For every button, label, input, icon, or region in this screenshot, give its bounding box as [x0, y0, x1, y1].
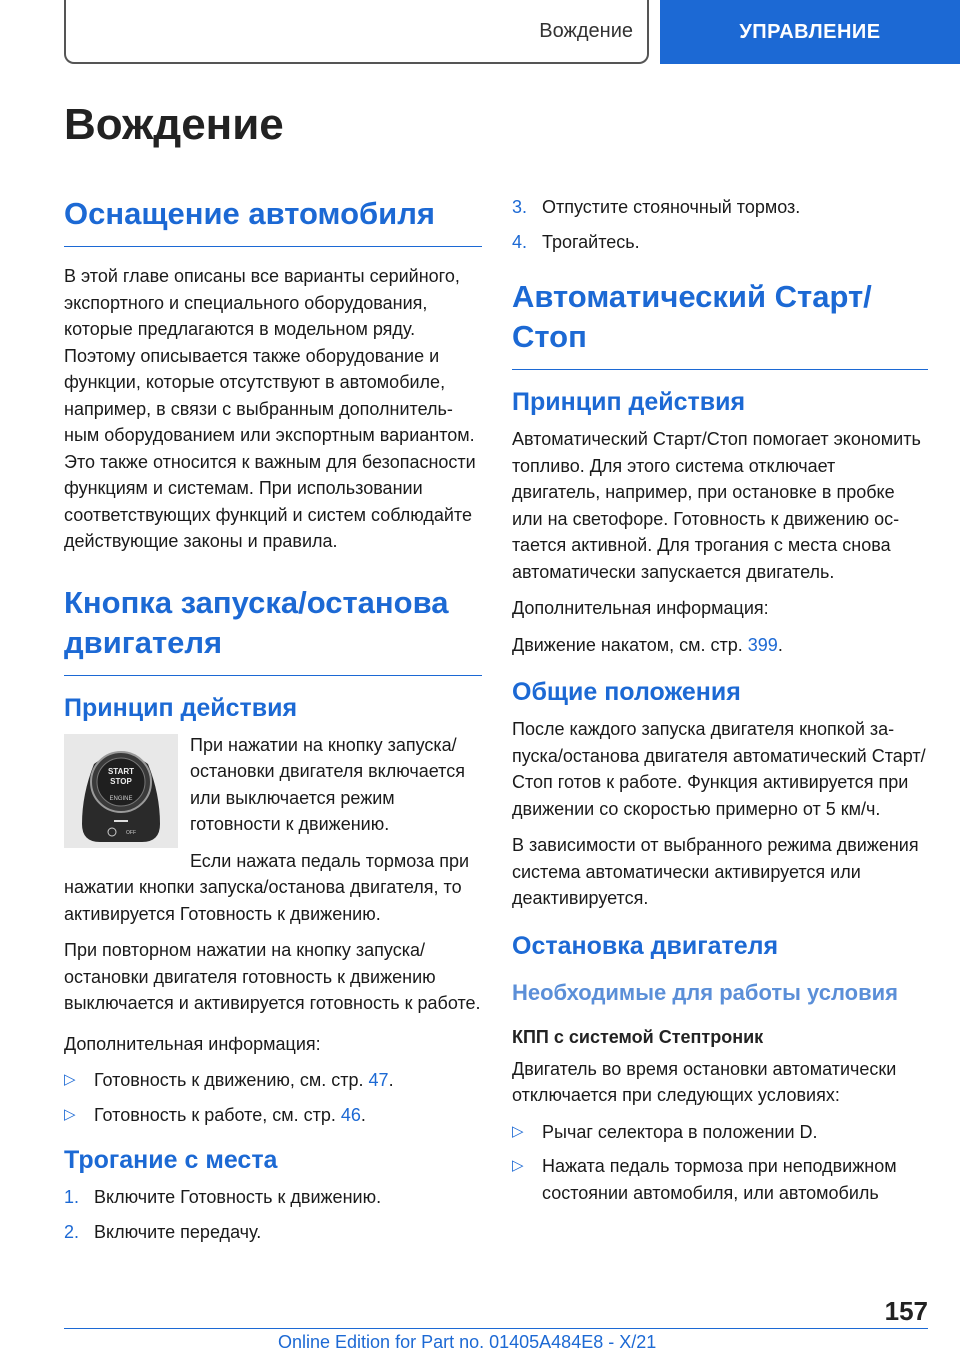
general-paragraph-2: В зависимости от выбранного режима движения система автоматически активируется или деактивируется.: [512, 835, 919, 908]
subheading-principle: Принцип действия: [64, 693, 298, 722]
footer-divider: [64, 1328, 928, 1329]
footer-edition: Online Edition for Part no. 01405A484E8 - X/21: [278, 1332, 657, 1352]
start-stop-button-image: [64, 734, 178, 848]
header-section-label: Вождение: [539, 19, 633, 42]
auto-more-info-label: Дополнительная информация:: [512, 598, 769, 618]
left-column: [64, 194, 482, 1255]
triangle-bullet-icon: ▷: [512, 1122, 524, 1140]
list-item: ▷ Готовность к движению, см. стр. 47.: [64, 1067, 482, 1094]
subheading-conditions: Необходимые для работы условия: [512, 979, 898, 1005]
subheading-principle-auto: Принцип действия: [512, 388, 746, 416]
triangle-bullet-icon: ▷: [64, 1071, 76, 1088]
image-stop-label: STOP: [110, 776, 132, 786]
triangle-bullet-icon: ▷: [64, 1105, 76, 1123]
more-info-label: Дополнительная информация:: [64, 1033, 321, 1054]
header-section-tab: [64, 0, 649, 64]
subheading-steptronic: КПП с системой Стептроник: [512, 1026, 764, 1047]
subheading-engine-stop: Остановка двигателя: [512, 931, 779, 960]
image-start-label: START: [107, 766, 135, 776]
page-link-399[interactable]: 399: [747, 634, 778, 655]
list-item: 4. Трогайтесь.: [512, 231, 640, 252]
page-link-47[interactable]: 47: [368, 1070, 389, 1090]
principle-paragraph-3: При повторном нажатии на кнопку запуска/ остановки двигателя готовность к движению выключается и активируется готовность к работе.: [64, 940, 481, 1013]
page-title: Вождение: [64, 100, 284, 149]
list-item: ▷ Нажата педаль тормоза при неподвижном состоянии автомобиля, или автомобиль: [512, 1153, 928, 1206]
image-engine-label: ENGINE: [109, 795, 133, 802]
section-heading-start-stop-button: Кнопка запуска/останова двигателя: [64, 583, 482, 676]
list-item: 1. Включите Готовность к движению.: [64, 1187, 382, 1207]
conditions-paragraph: Двигатель во время остановки автоматически отключается при следующих условиях:: [512, 1058, 897, 1105]
auto-principle-paragraph: Автоматический Старт/Стоп помогает экономить топливо. Для этого система отключает двигатель, например, при остановке в пробке или на светофоре. Готовность к движению остается активной. Для трогания с места снова автоматически запускается двигатель.: [512, 429, 921, 582]
header-chapter-label: УПРАВЛЕНИЕ: [739, 20, 881, 43]
header-chapter-tab[interactable]: [660, 0, 960, 64]
list-item: 3. Отпустите стояночный тормоз.: [512, 197, 801, 217]
auto-reference: Движение накатом, см. стр. 399.: [512, 634, 783, 655]
section-heading-equipment: Оснащение автомобиля: [64, 194, 482, 247]
principle-paragraph-2: Если нажата педаль тормоза при нажатии кнопки запуска/останова двигателя, то активируется Готовность к движению.: [64, 850, 470, 924]
principle-paragraph-1: При нажатии на кнопку запуска/ остановки двигателя включается или выключается режим готовности к движению.: [190, 734, 465, 834]
section-heading-auto-start-stop: Автоматический Старт/ Стоп: [512, 277, 928, 370]
right-column: [512, 194, 928, 1216]
page-number: 157: [884, 1296, 928, 1326]
section-heading-moving-off: Трогание с места: [64, 1146, 278, 1174]
list-item: ▷ Готовность к работе, см. стр. 46.: [64, 1102, 482, 1129]
general-paragraph-1: После каждого запуска двигателя кнопкой запуска/останова двигателя автоматический Старт/Стоп готов к работе. Функция активируется при движении со скоростью примерно от 5 км/ч.: [512, 719, 926, 819]
triangle-bullet-icon: ▷: [512, 1157, 524, 1174]
moving-off-steps-continued: [512, 194, 928, 255]
page-link-46[interactable]: 46: [340, 1104, 361, 1125]
equipment-paragraph: В этой главе описаны все варианты серийного, экспортного и специального оборудования, которые предлагаются в модельном ряду. Поэтому описывается также оборудование и функции, которые отсутствуют в автомобиле, например, в связи с выбранным дополнительным оборудованием или экспортным вариантом. Это также относится к важным для безопасности функциям и системам. При использовании соответствующих функций и систем соблюдайте действующие законы и правила.: [64, 266, 476, 551]
moving-off-steps: [64, 1184, 482, 1245]
conditions-list: [512, 1119, 928, 1207]
reference-list: [64, 1067, 482, 1128]
subheading-general: Общие положения: [512, 678, 741, 706]
image-off-label: OFF: [126, 829, 136, 836]
list-item: ▷ Рычаг селектора в положении D.: [512, 1119, 928, 1146]
list-item: 2. Включите передачу.: [64, 1221, 262, 1242]
